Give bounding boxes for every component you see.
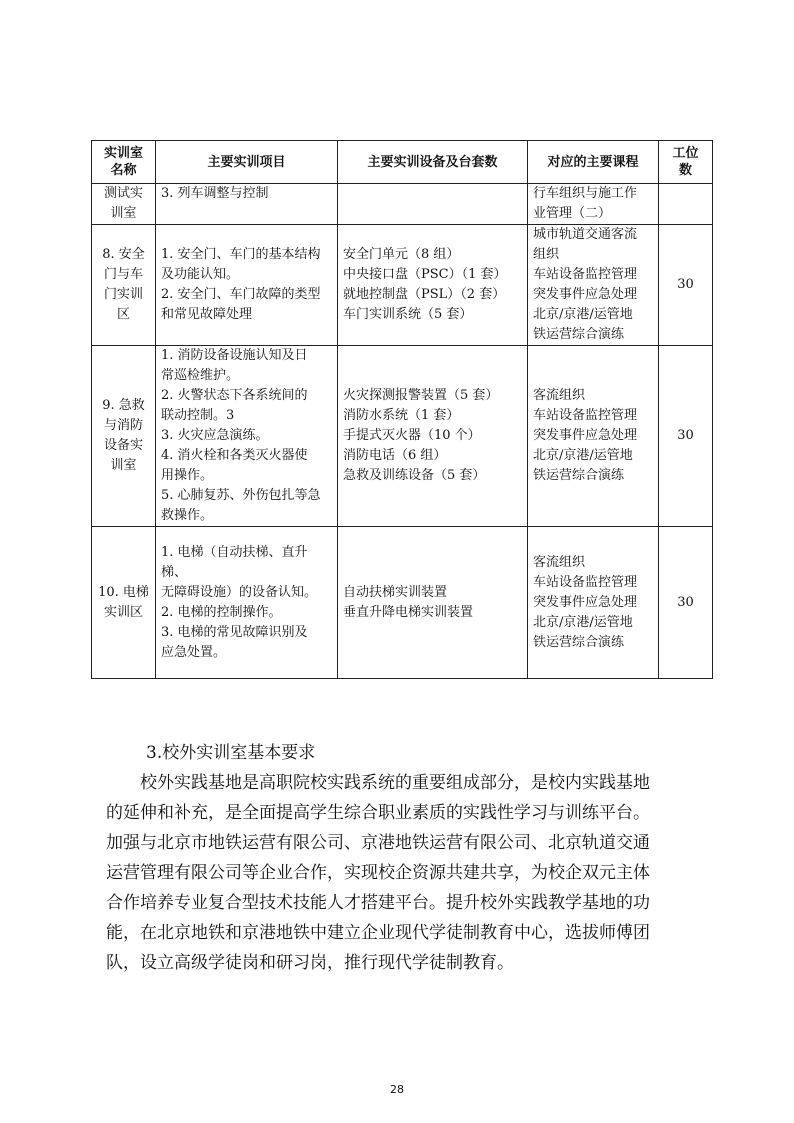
table-header-row: [92, 141, 713, 184]
training-room-table: [91, 140, 713, 679]
room-name-cell: 10. 电梯 实训区: [92, 527, 156, 679]
header-equipment: 主要实训设备及台套数: [338, 141, 528, 184]
equipment-cell: 自动扶梯实训装置 垂直升降电梯实训装置: [338, 527, 528, 679]
projects-cell: 1. 消防设备设施认知及日 常巡检维护。 2. 火警状态下各系统间的 联动控制。3 3. 火灾应急演练。 4. 消火栓和各类灭火器使 用操作。 5. 心肺复苏、外伤包扎等急 救操作。: [156, 346, 338, 527]
header-stations: 工位 数: [659, 141, 713, 184]
equipment-cell: [338, 184, 528, 225]
projects-cell: 1. 电梯（自动扶梯、直升梯、 无障碍设施）的设备认知。 2. 电梯的控制操作。 3. 电梯的常见故障识别及 应急处置。: [156, 527, 338, 679]
stations-cell: 30: [659, 225, 713, 346]
paragraph-line: 的延伸和补充，是全面提高学生综合职业素质的实践性学习与训练平台。: [106, 803, 650, 823]
stations-cell: 30: [659, 346, 713, 527]
table-row: [92, 527, 713, 679]
paragraph-line: 运营管理有限公司等企业合作，实现校企资源共建共享，为校企双元主体: [106, 863, 650, 883]
page-number: 28: [390, 1083, 404, 1096]
equipment-cell: 安全门单元（8 组） 中央接口盘（PSC）（1 套） 就地控制盘（PSL）（2 套） 车门实训系统（5 套）: [338, 225, 528, 346]
projects-cell: 1. 安全门、车门的基本结构 及功能认知。 2. 安全门、车门故障的类型 和常见故障处理: [156, 225, 338, 346]
room-name-cell: 测试实 训室: [92, 184, 156, 225]
courses-cell: 客流组织 车站设备监控管理 突发事件应急处理 北京/京港/运管地 铁运营综合演练: [528, 527, 659, 679]
courses-cell: 客流组织 车站设备监控管理 突发事件应急处理 北京/京港/运管地 铁运营综合演练: [528, 346, 659, 527]
header-projects: 主要实训项目: [156, 141, 338, 184]
header-courses: 对应的主要课程: [528, 141, 659, 184]
stations-cell: 30: [659, 527, 713, 679]
equipment-cell: 火灾探测报警装置（5 套） 消防水系统（1 套） 手提式灭火器（10 个） 消防电话（6 组） 急救及训练设备（5 套）: [338, 346, 528, 527]
paragraph-line: 队，设立高级学徒岗和研习岗，推行现代学徒制教育。: [106, 953, 514, 973]
paragraph-line: 加强与北京市地铁运营有限公司、京港地铁运营有限公司、北京轨道交通: [106, 833, 650, 853]
table-row: [92, 184, 713, 225]
section-heading: 3.校外实训室基本要求: [146, 743, 316, 763]
paragraph-line: 能，在北京地铁和京港地铁中建立企业现代学徒制教育中心，选拔师傅团: [106, 923, 650, 943]
header-room-name: 实训室 名称: [92, 141, 156, 184]
stations-cell: [659, 184, 713, 225]
paragraph-line: 校外实践基地是高职院校实践系统的重要组成部分，是校内实践基地: [106, 773, 650, 793]
room-name-cell: 9. 急救 与消防 设备实 训室: [92, 346, 156, 527]
room-name-cell: 8. 安全 门与车 门实训 区: [92, 225, 156, 346]
section-paragraph: [106, 768, 710, 978]
courses-cell: 城市轨道交通客流 组织 车站设备监控管理 突发事件应急处理 北京/京港/运管地 铁运营综合演练: [528, 225, 659, 346]
paragraph-line: 合作培养专业复合型技术技能人才搭建平台。提升校外实践教学基地的功: [106, 893, 650, 913]
table-row: [92, 346, 713, 527]
table-row: [92, 225, 713, 346]
courses-cell: 行车组织与施工作 业管理（二）: [528, 184, 659, 225]
projects-cell: 3. 列车调整与控制: [156, 184, 338, 225]
